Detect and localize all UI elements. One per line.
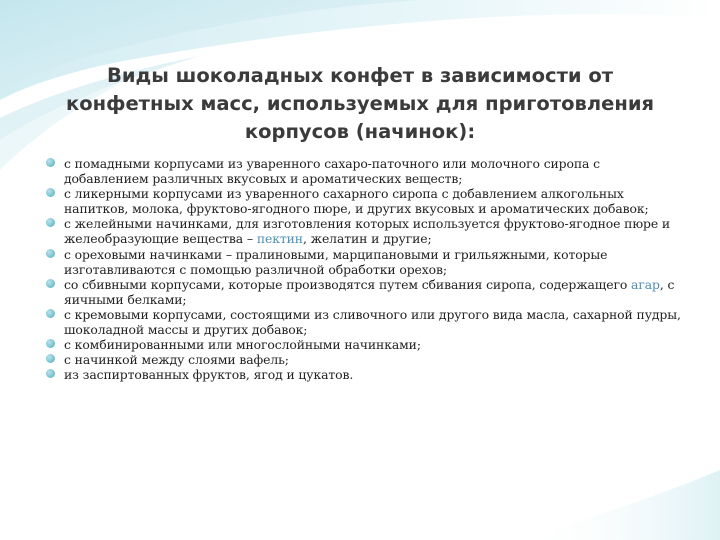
bullet-icon <box>46 249 55 258</box>
bullet-text: с кремовыми корпусами, состоящими из сливочного или другого вида масла, сахарной пудры, шоколадной массы и других добавок; <box>64 306 681 338</box>
bullet-icon <box>46 188 55 197</box>
bullet-icon <box>46 279 55 288</box>
bullet-item <box>46 277 682 307</box>
bullet-item <box>46 186 682 216</box>
bullet-icon <box>46 218 55 227</box>
bullet-item <box>46 307 682 337</box>
bullet-icon <box>46 354 55 363</box>
bullet-item <box>46 216 682 246</box>
bullet-text: из заспиртованных фруктов, ягод и цукатов. <box>64 367 354 383</box>
bullet-item <box>46 352 682 367</box>
bullet-text: с комбинированными или многослойными начинками; <box>64 337 421 353</box>
bullet-text: , желатин и другие; <box>302 231 432 247</box>
bullet-item <box>46 337 682 352</box>
slide-title: Виды шоколадных конфет в зависимости от конфетных масс, используемых для приготовления корпусов (начинок): <box>66 64 654 143</box>
bullet-icon <box>46 309 55 318</box>
bullet-text: с ореховыми начинками – пралиновыми, марципановыми и грильяжными, которые изготавливаются с помощью различной обработки орехов; <box>64 246 608 277</box>
bullet-icon <box>46 339 55 348</box>
bullet-text: с желейными начинками, для изготовления которых используется фруктово-ягодное пюре и желеобразующие вещества – <box>64 216 671 247</box>
bullet-text: с начинкой между слоями вафель; <box>64 352 289 368</box>
bullet-text: , с яичными белками; <box>64 276 675 307</box>
bullet-item <box>46 156 682 186</box>
bullet-text: с ликерными корпусами из уваренного сахарного сиропа с добавлением алкогольных напитков, молока, фруктово-ягодного пюре, и других вкусовых и ароматических добавок; <box>64 186 649 217</box>
term-link: агар <box>631 276 660 292</box>
bullet-icon <box>46 369 55 378</box>
bullet-list <box>46 156 682 382</box>
bullet-item <box>46 367 682 382</box>
term-link: пектин <box>256 231 303 247</box>
bullet-icon <box>46 158 55 167</box>
bullet-text: с помадными корпусами из уваренного сахаро-паточного или молочного сиропа с добавлением различных вкусовых и ароматических веществ; <box>64 156 601 187</box>
bullet-item <box>46 247 682 277</box>
bullet-text: со сбивными корпусами, которые производятся путем сбивания сиропа, содержащего <box>64 276 632 292</box>
